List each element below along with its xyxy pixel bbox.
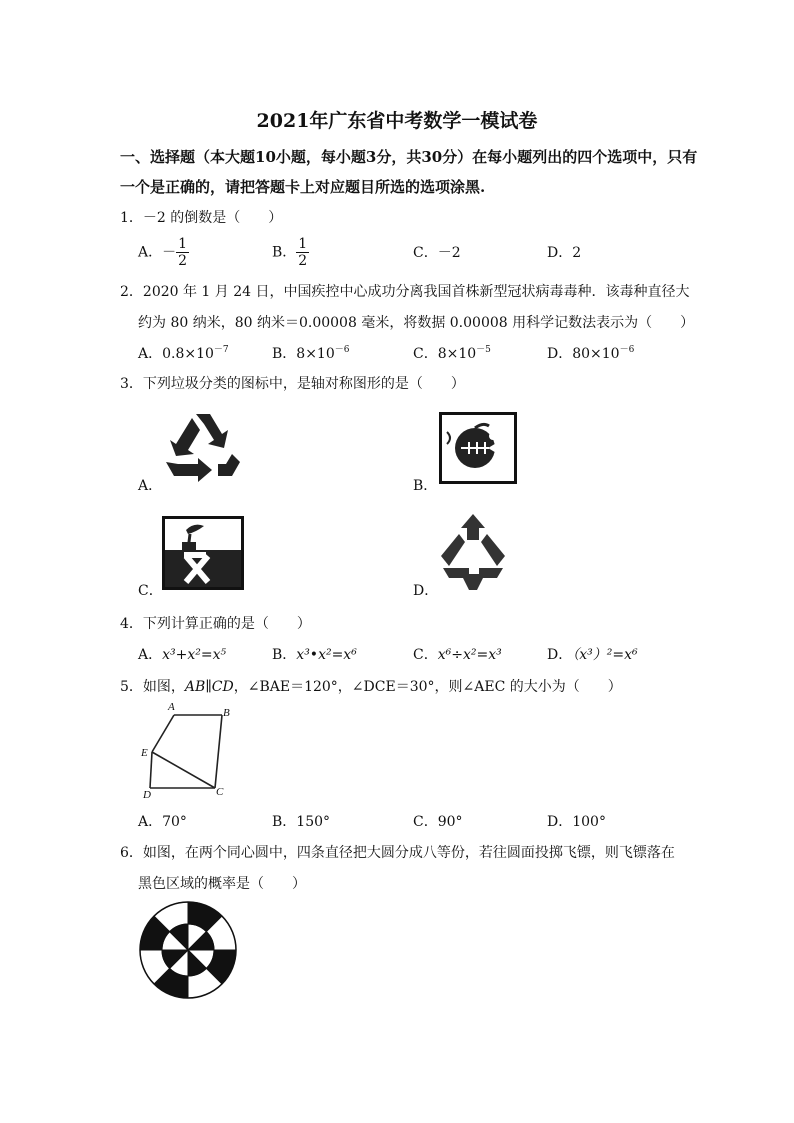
- q5-option-d[interactable]: D．100°: [547, 814, 606, 830]
- page-title: 2021年广东省中考数学一模试卷: [256, 110, 538, 132]
- q4-option-c-expression: x⁶÷x²=x³: [437, 647, 502, 663]
- fraction: [296, 236, 309, 269]
- q4-option-a-expression: x³+x²=x⁵: [162, 647, 227, 663]
- q2-option-c-text: C．8×10: [413, 346, 477, 362]
- point-label-c: C: [216, 786, 224, 798]
- q5-stem-prefix: 5．如图，: [120, 679, 185, 695]
- fraction: [176, 236, 189, 269]
- fraction-numerator: 1: [298, 236, 308, 252]
- q2-option-a-text: A．0.8×10: [138, 346, 214, 362]
- q3-option-a[interactable]: A．: [138, 478, 163, 494]
- q1-option-b[interactable]: [272, 236, 309, 269]
- q4-option-d-label: D．: [547, 647, 573, 663]
- q1-option-c[interactable]: C．－2: [413, 245, 461, 261]
- q2-option-b-text: B．8×10: [272, 346, 335, 362]
- exponent: －6: [334, 345, 350, 355]
- recyclable-arrows-icon: [439, 512, 507, 592]
- q4-option-b-label: B．: [272, 647, 297, 663]
- exponent: －6: [619, 345, 635, 355]
- q2-option-d-text: D．80×10: [547, 346, 620, 362]
- recycle-icon: [162, 410, 244, 486]
- q4-option-b-expression: x³•x²=x⁶: [296, 647, 357, 663]
- q2-option-b[interactable]: [272, 342, 349, 363]
- q2-option-a[interactable]: [138, 342, 229, 363]
- q5-stem-rest: ，∠BAE＝120°，∠DCE＝30°，则∠AEC 的大小为（ ）: [233, 679, 622, 695]
- fraction-denominator: 2: [178, 253, 188, 269]
- section-heading-line1: 一、选择题（本大题10小题，每小题3分，共30分）在每小题列出的四个选项中，只有: [120, 148, 698, 166]
- q1-stem: 1．－2 的倒数是（ ）: [120, 210, 283, 226]
- q5-option-c[interactable]: C．90°: [413, 814, 463, 830]
- point-label-a: A: [168, 701, 175, 713]
- q1-option-a[interactable]: [138, 236, 189, 269]
- parallel-symbol: ∥: [205, 679, 212, 695]
- q1-option-b-label: B．: [272, 244, 297, 261]
- section-heading-line2: 一个是正确的，请把答题卡上对应题目所选的选项涂黑.: [120, 178, 486, 196]
- q3-stem: 3．下列垃圾分类的图标中，是轴对称图形的是（ ）: [120, 376, 465, 392]
- q4-option-a-label: A．: [138, 647, 163, 663]
- q2-option-d[interactable]: [547, 342, 634, 363]
- q4-option-d-expression: （x³）²=x⁶: [572, 647, 638, 663]
- q4-option-a[interactable]: [138, 644, 226, 664]
- q5-geometry-figure: [138, 700, 238, 800]
- q4-option-c-label: C．: [413, 647, 438, 663]
- hazardous-waste-icon: [162, 516, 244, 590]
- segment-ab: AB: [184, 679, 206, 695]
- point-label-e: E: [141, 747, 148, 759]
- food-waste-icon: [439, 412, 517, 484]
- q4-option-c[interactable]: [413, 644, 502, 664]
- q5-option-b[interactable]: B．150°: [272, 814, 331, 830]
- q6-stem-line2: 黑色区域的概率是（ ）: [138, 876, 306, 892]
- segment-cd: CD: [211, 679, 234, 695]
- q4-option-b[interactable]: [272, 644, 357, 664]
- q5-option-a[interactable]: A．70°: [138, 814, 187, 830]
- q1-option-d[interactable]: D．2: [547, 245, 582, 261]
- q2-option-c[interactable]: [413, 342, 491, 363]
- q5-stem: [120, 676, 622, 696]
- q4-stem: 4．下列计算正确的是（ ）: [120, 616, 311, 632]
- q3-option-b[interactable]: B．: [413, 478, 438, 494]
- q4-option-d[interactable]: [547, 644, 638, 664]
- fraction-numerator: 1: [178, 236, 188, 252]
- q3-option-c[interactable]: C．: [138, 583, 163, 599]
- q6-concentric-circles-figure: [138, 900, 238, 1000]
- q6-stem-line1: 6．如图，在两个同心圆中，四条直径把大圆分成八等份，若往圆面投掷飞镖，则飞镖落在: [120, 845, 675, 861]
- exponent: －5: [476, 345, 491, 355]
- q1-option-a-label: A．－: [138, 244, 177, 261]
- q2-stem-line2: 约为 80 纳米，80 纳米＝0.00008 毫米，将数据 0.00008 用科学记数法表示为（ ）: [138, 315, 695, 331]
- exponent: －7: [213, 345, 229, 355]
- q3-option-d[interactable]: D．: [413, 583, 439, 599]
- point-label-b: B: [223, 707, 230, 719]
- point-label-d: D: [143, 789, 151, 801]
- fraction-denominator: 2: [298, 253, 308, 269]
- q2-stem-line1: 2．2020 年 1 月 24 日，中国疾控中心成功分离我国首株新型冠状病毒毒种．该毒种直径大: [120, 284, 690, 300]
